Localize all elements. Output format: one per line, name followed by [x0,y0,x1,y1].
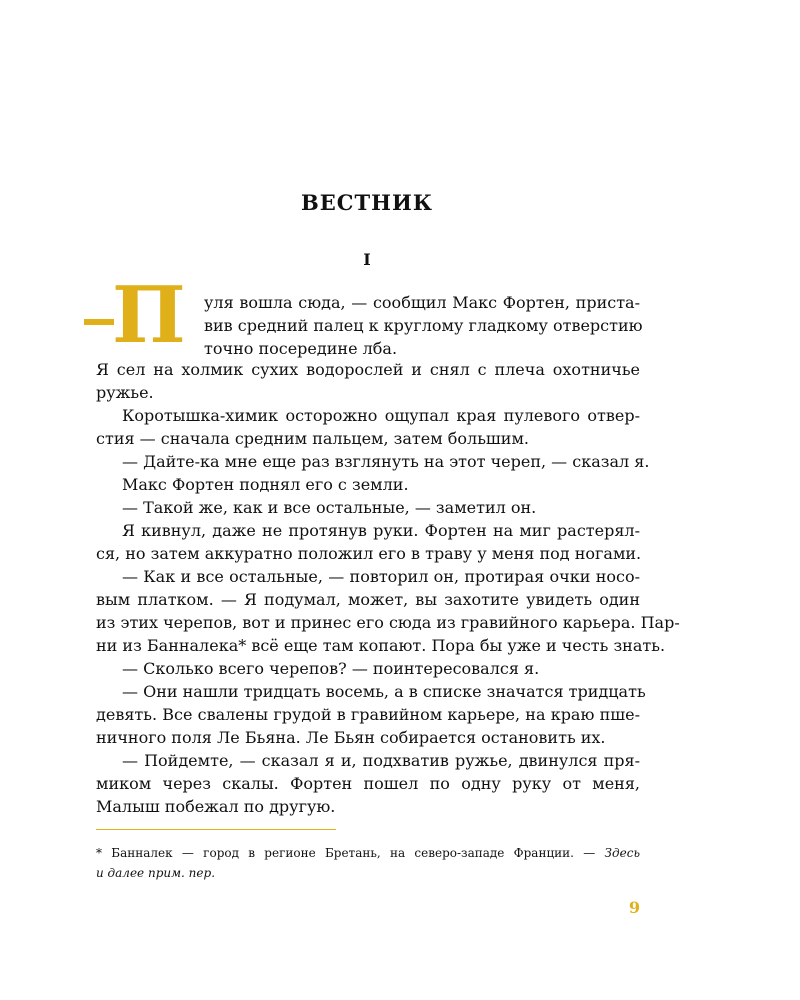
footnote-rule [96,829,336,830]
footnote-italic: Здесь [604,846,640,860]
page-number: 9 [628,898,640,917]
chapter-title: ВЕСТНИК [301,190,433,215]
drop-cap-letter: П [112,270,186,361]
text-line: Я кивнул, даже не протянув руки. Фортен на миг растерял- [122,521,640,540]
text-line: вым платком. — Я подумал, может, вы захотите увидеть один [96,590,640,609]
section-number: I [363,250,371,269]
text-line: — Дайте-ка мне еще раз взглянуть на этот череп, — сказал я. [122,452,650,471]
text-line: Малыш побежал по другую. [96,797,336,816]
text-line: стия — сначала средним пальцем, затем большим. [96,429,529,448]
text-line: девять. Все свалены грудой в гравийном карьере, на краю пше- [96,705,640,724]
text-line: Макс Фортен поднял его с земли. [122,475,409,494]
footnote-line [96,843,640,863]
text-line: — Пойдемте, — сказал я и, подхватив ружье, двинулся пря- [122,751,640,770]
text-line: Коротышка-химик осторожно ощупал края пулевого отвер- [122,406,640,425]
text-line: ни из Банналека* всё еще там копают. Пора бы уже и честь знать. [96,636,666,655]
text-line: миком через скалы. Фортен пошел по одну руку от меня, [96,774,640,793]
text-line: Я сел на холмик сухих водорослей и снял с плеча охотничье [96,360,640,379]
footnote-line [96,863,640,883]
text-line: ружье. [96,383,154,402]
drop-cap-dash [84,319,114,325]
text-line: — Они нашли тридцать восемь, а в списке значатся тридцать [122,682,646,701]
text-line: — Сколько всего черепов? — поинтересовался я. [122,659,540,678]
footnote-italic: и далее прим. пер. [96,866,216,880]
text-line: точно посередине лба. [204,339,398,358]
text-line: — Такой же, как и все остальные, — заметил он. [122,498,537,517]
text-line: ся, но затем аккуратно положил его в траву у меня под ногами. [96,544,642,563]
text-line: — Как и все остальные, — повторил он, протирая очки носо- [122,567,640,586]
footnote-text: * Банналек — город в регионе Бретань, на северо-западе Франции. — [96,846,596,860]
text-line: из этих черепов, вот и принес его сюда из гравийного карьера. Пар- [96,613,680,632]
text-line: уля вошла сюда, — сообщил Макс Фортен, приста- [204,293,640,312]
text-line: ничного поля Ле Бьяна. Ле Бьян собирается остановить их. [96,728,606,747]
text-line: вив средний палец к круглому гладкому отверстию [204,316,643,335]
